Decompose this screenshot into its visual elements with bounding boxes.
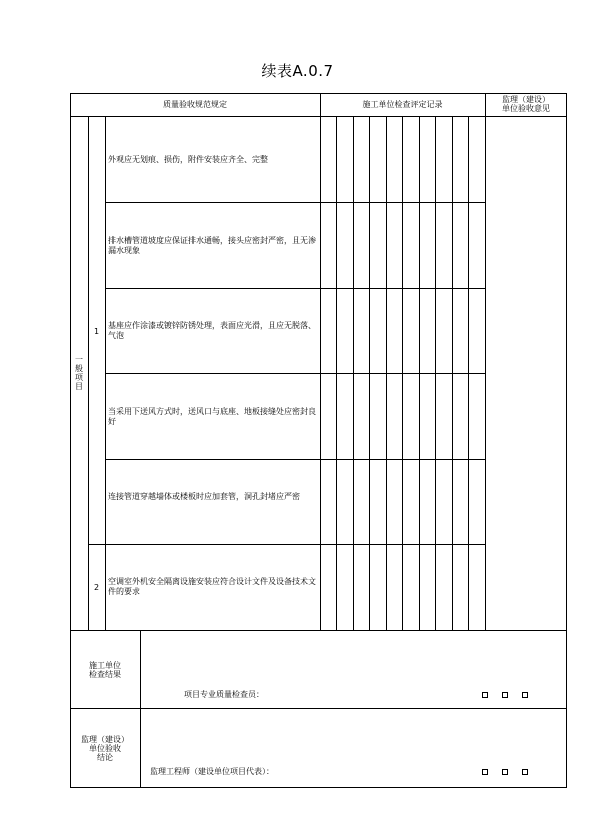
header-spec: 质量验收规范规定 [163, 100, 227, 109]
group-number: 2 [94, 583, 100, 592]
date-box [502, 769, 508, 775]
record-grid-line [402, 116, 403, 630]
construction-label-line2: 检查结果 [89, 670, 121, 679]
page-title: 续表A.0.7 [261, 62, 334, 80]
item-text: 连接管道穿越墙体或楼板时应加套管，洞孔封堵应严密 [108, 492, 300, 501]
record-grid-line [336, 116, 337, 630]
item-text: 当采用下送风方式时，送风口与底座、地板接缝处应密封良好 [108, 407, 316, 426]
number-column-line [105, 116, 106, 630]
header-bottom-line [70, 116, 567, 117]
spec-column-line [320, 93, 321, 630]
engineer-label: 监理工程师（建设单位项目代表）： [150, 767, 274, 776]
item-text: 外观应无划痕、损伤，附件安装应齐全、完整 [108, 155, 268, 164]
supervision-label-line2: 单位验收 [89, 744, 121, 753]
supervision-label-line1: 监理（建设） [81, 735, 129, 744]
header-supervision-line1: 监理（建设） [502, 95, 550, 104]
date-box [482, 692, 488, 698]
footer-top-line [70, 630, 567, 631]
record-grid-line [468, 116, 469, 630]
category-label: 一般项目 [75, 355, 83, 391]
item-text: 排水槽管道坡度应保证排水通畅，接头应密封严密，且无渗漏水现象 [108, 236, 316, 255]
row-line [105, 459, 485, 460]
construction-label-line1: 施工单位 [89, 661, 121, 670]
date-box [502, 692, 508, 698]
record-grid-line [419, 116, 420, 630]
date-box [522, 769, 528, 775]
inspection-table [70, 93, 567, 788]
category-column-line [88, 116, 89, 630]
record-grid-line [353, 116, 354, 630]
header-record: 施工单位检查评定记录 [362, 100, 443, 109]
record-grid-line [386, 116, 387, 630]
header-supervision-line2: 单位验收意见 [502, 104, 550, 113]
date-box [522, 692, 528, 698]
inspector-label: 项目专业质量检查员： [184, 690, 264, 699]
footer-middle-line [70, 708, 567, 709]
record-grid-line [369, 116, 370, 630]
record-grid-line [452, 116, 453, 630]
row-line [105, 288, 485, 289]
item-text: 空调室外机安全隔离设施安装应符合设计文件及设备技术文件的要求 [108, 577, 316, 596]
row-line [105, 202, 485, 203]
item-text: 基座应作涂漆或镀锌防锈处理，表面应光滑，且应无脱落、气泡 [108, 321, 316, 340]
record-grid-line [435, 116, 436, 630]
footer-label-line [140, 630, 141, 788]
supervision-label-line3: 结论 [97, 753, 113, 762]
group-number: 1 [94, 327, 100, 336]
row-line [105, 373, 485, 374]
supervision-column-line [485, 93, 486, 630]
date-box [482, 769, 488, 775]
row-line [88, 544, 485, 545]
